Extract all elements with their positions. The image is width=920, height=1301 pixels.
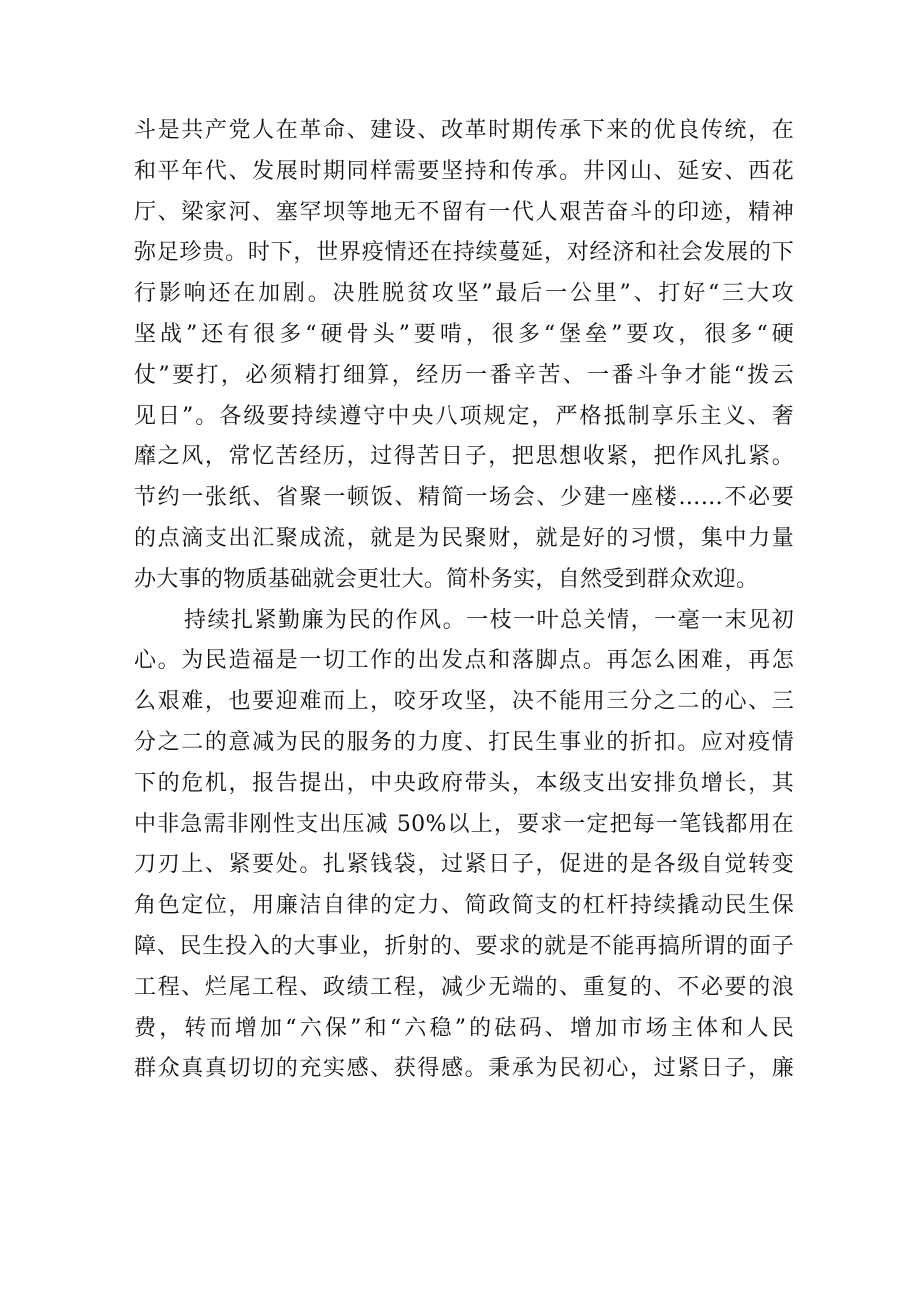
text-line: 斗是共产党人在革命、建设、改革时期传承下来的优良传统，在	[134, 118, 794, 143]
text-line: 厅、梁家河、塞罕坝等地无不留有一代人艰苦奋斗的印迹，精神	[134, 199, 794, 225]
text-line: 中非急需非刚性支出压减 50%以上，要求一定把每一笔钱都用在	[134, 811, 794, 837]
text-line: 刀刃上、紧要处。扎紧钱袋，过紧日子，促进的是各级自觉转变	[134, 852, 794, 878]
text-line: 办大事的物质基础就会更壮大。简朴务实，自然受到群众欢迎。	[134, 566, 759, 592]
text-line: 节约一张纸、省聚一顿饭、精简一场会、少建一座楼……不必要	[134, 485, 794, 511]
text-line: 费，转而增加“六保”和“六稳”的砝码、增加市场主体和人民	[134, 1015, 794, 1041]
text-line: 工程、烂尾工程、政绩工程，减少无端的、重复的、不必要的浪	[134, 974, 794, 1000]
text-line: 见日”。各级要持续遵守中央八项规定，严格抵制享乐主义、奢	[134, 403, 794, 429]
text-line: 么艰难，也要迎难而上，咬牙攻坚，决不能用三分之二的心、三	[134, 689, 794, 715]
body-text	[134, 111, 794, 1090]
text-line: 障、民生投入的大事业，折射的、要求的就是不能再搞所谓的面子	[134, 933, 794, 959]
text-line: 心。为民造福是一切工作的出发点和落脚点。再怎么困难，再怎	[134, 648, 794, 674]
text-line: 仗”要打，必须精打细算，经历一番辛苦、一番斗争才能“拨云	[134, 362, 794, 388]
text-line: 靡之风，常忆苦经历，过得苦日子，把思想收紧，把作风扎紧。	[134, 444, 794, 470]
paragraph-first-line: 持续扎紧勤廉为民的作风。一枝一叶总关情，一毫一末见初	[184, 607, 794, 633]
text-line: 的点滴支出汇聚成流，就是为民聚财，就是好的习惯，集中力量	[134, 525, 794, 551]
text-line: 和平年代、发展时期同样需要坚持和传承。井冈山、延安、西花	[134, 158, 794, 184]
text-line: 群众真真切切的充实感、获得感。秉承为民初心，过紧日子，廉	[134, 1056, 794, 1082]
text-line: 行影响还在加剧。决胜脱贫攻坚”最后一公里”、打好“三大攻	[134, 281, 794, 307]
text-line: 坚战”还有很多“硬骨头”要啃，很多“堡垒”要攻，很多“硬	[134, 321, 794, 347]
text-line: 角色定位，用廉洁自律的定力、简政简支的杠杆持续撬动民生保	[134, 893, 794, 919]
text-line: 下的危机，报告提出，中央政府带头，本级支出安排负增长，其	[134, 770, 794, 796]
text-line: 弥足珍贵。时下，世界疫情还在持续蔓延，对经济和社会发展的下	[134, 240, 794, 266]
text-line: 分之二的意减为民的服务的力度、打民生事业的折扣。应对疫情	[134, 729, 794, 755]
